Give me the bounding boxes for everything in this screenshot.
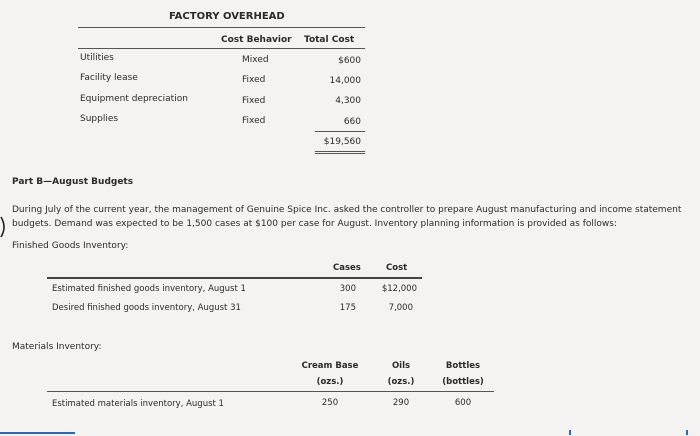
finished-goods-cases: 300 [339,284,356,294]
part-b-heading: Part B—August Budgets [12,177,134,187]
bottom-progress-bar [0,432,75,434]
finished-goods-row-label: Estimated finished goods inventory, August 1 [52,284,246,294]
total-cost-header: Total Cost [304,35,355,45]
part-b-paragraph-line1: During July of the current year, the management of Genuine Spice Inc. asked the controller to prepare August manufacturing and income statement [12,205,682,215]
overhead-behavior: Fixed [242,116,266,126]
oils-header: Oils [391,361,411,371]
left-edge-mark [0,216,8,238]
overhead-total-rule-2 [315,153,365,154]
materials-row-label: Estimated materials inventory, August 1 [52,399,224,409]
overhead-behavior: Mixed [242,55,269,65]
cases-header: Cases [333,263,361,273]
materials-cream-base: 250 [321,398,339,408]
overhead-item: Equipment depreciation [80,94,188,104]
overhead-behavior: Fixed [242,96,266,106]
bottles-unit: (bottles) [442,377,484,387]
overhead-total: $19,560 [323,137,361,147]
overhead-item: Supplies [80,114,119,124]
overhead-top-rule [78,27,365,28]
finished-goods-cases: 175 [339,303,356,313]
overhead-item: Facility lease [80,73,138,83]
cost-header: Cost [386,263,408,273]
bottom-tick-mark [569,430,571,435]
finished-goods-cost: 7,000 [388,303,413,313]
finished-goods-cost: $12,000 [381,284,417,294]
overhead-cost: 660 [343,117,361,127]
finished-goods-row-label: Desired finished goods inventory, August 31 [52,303,241,313]
materials-label: Materials Inventory: [12,342,102,352]
factory-overhead-title: FACTORY OVERHEAD [169,11,285,22]
overhead-item: Utilities [80,53,114,63]
part-b-paragraph-line2: budgets. Demand was expected to be 1,500 cases at $100 per case for August. Inventory planning information is provided as follows: [12,219,617,229]
bottles-header: Bottles [445,361,481,371]
cost-behavior-header: Cost Behavior [221,35,292,45]
overhead-subtotal-rule [315,131,365,132]
materials-bottles: 600 [454,398,472,408]
cream-base-header: Cream Base [301,361,359,371]
overhead-cost: 4,300 [335,96,361,106]
overhead-header-rule [78,48,365,49]
overhead-behavior: Fixed [242,75,266,85]
oils-unit: (ozs.) [387,377,415,387]
finished-goods-rule [47,277,422,279]
overhead-total-rule-1 [315,151,365,152]
finished-goods-label: Finished Goods Inventory: [12,241,129,251]
bottom-tick-mark [686,430,688,435]
overhead-cost: 14,000 [329,76,361,86]
cream-base-unit: (ozs.) [316,377,344,387]
materials-oils: 290 [392,398,410,408]
overhead-cost: $600 [338,56,361,66]
materials-rule [47,391,494,392]
